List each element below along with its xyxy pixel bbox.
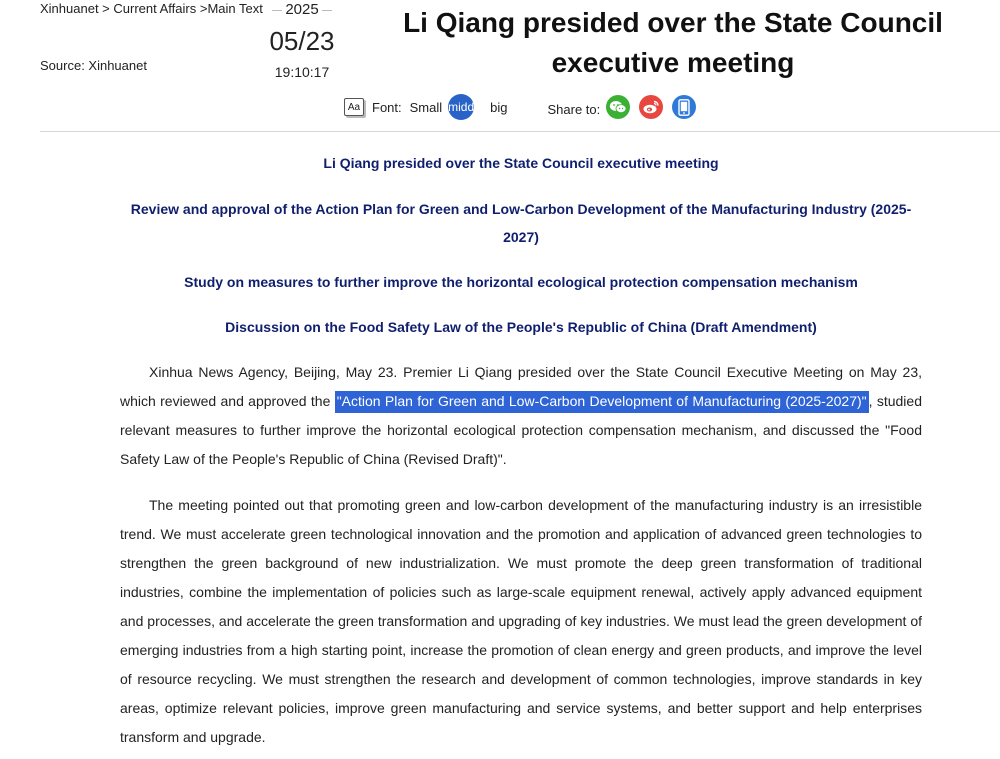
subheading: Study on measures to further improve the horizontal ecological protection compensation mechanism (184, 274, 858, 290)
breadcrumb-home-link[interactable]: Xinhuanet (40, 1, 99, 16)
publish-date (262, 0, 342, 82)
subheading: Review and approval of the Action Plan for Green and Low-Carbon Development of the Manufacturing Industry (2025-2027) (130, 201, 912, 245)
article-toolbar (344, 94, 696, 120)
font-middle-button[interactable]: middle (448, 94, 474, 120)
breadcrumb (40, 1, 263, 16)
breadcrumb-current-affairs-link[interactable]: Current Affairs (113, 1, 197, 16)
paragraph-text: , studied relevant measures to further improve the horizontal ecological protection compensation mechanism, and discussed the "Food Safety Law of the People's Republic of China (Revised Draft)". (120, 393, 922, 467)
page-title: Li Qiang presided over the State Council executive meeting (403, 7, 943, 78)
mobile-icon[interactable] (672, 95, 696, 119)
selected-text[interactable]: "Action Plan for Green and Low-Carbon Development of Manufacturing (2025-2027)" (335, 391, 869, 413)
font-label: Font: (372, 99, 402, 115)
paragraph-text: Xinhua News Agency, Beijing, May 23. Premier Li Qiang presided over the State Council Executive Meeting on May 23, which reviewed and approved the (120, 364, 922, 409)
article-paragraph (120, 358, 922, 474)
breadcrumb-main-text-link[interactable]: Main Text (207, 1, 263, 16)
font-size-icon: Aa (344, 98, 364, 116)
article-body (120, 140, 922, 752)
publish-time: 19:10:17 (274, 64, 330, 80)
breadcrumb-separator: > (196, 1, 208, 16)
article-source: Source: Xinhuanet (40, 58, 147, 73)
wechat-icon[interactable] (606, 95, 630, 119)
publish-year: 2025 (262, 0, 342, 20)
subheading: Discussion on the Food Safety Law of the People's Republic of China (Draft Amendment) (225, 319, 817, 335)
font-big-button[interactable]: big (490, 99, 508, 115)
article-paragraph: The meeting pointed out that promoting green and low-carbon development of the manufacturing industry is an irresistible trend. We must accelerate green technological innovation and the promotion and application of advanced green technologies to strengthen the green background of new industrialization. We must promote the deep green transformation of traditional industries, combine the implementation of policies such as large-scale equipment renewal, actively apply advanced equipment and processes, and accelerate the green transformation and upgrading of key industries. We must lead the green development of emerging industries from a high starting point, increase the promotion of clean energy and green products, and improve the level of resource recycling. We must strengthen the research and development of common technologies, improve standards in key areas, optimize relevant policies, improve green manufacturing and service systems, and better support and help enterprises transform and upgrade. (120, 497, 922, 745)
font-small-button[interactable]: Small (409, 99, 443, 115)
share-label: Share to: (547, 101, 601, 117)
header-divider (40, 131, 1000, 132)
publish-month-day: 05/23 (269, 26, 335, 56)
weibo-icon[interactable] (639, 95, 663, 119)
breadcrumb-separator: > (98, 1, 114, 16)
subheading: Li Qiang presided over the State Council executive meeting (323, 155, 719, 171)
